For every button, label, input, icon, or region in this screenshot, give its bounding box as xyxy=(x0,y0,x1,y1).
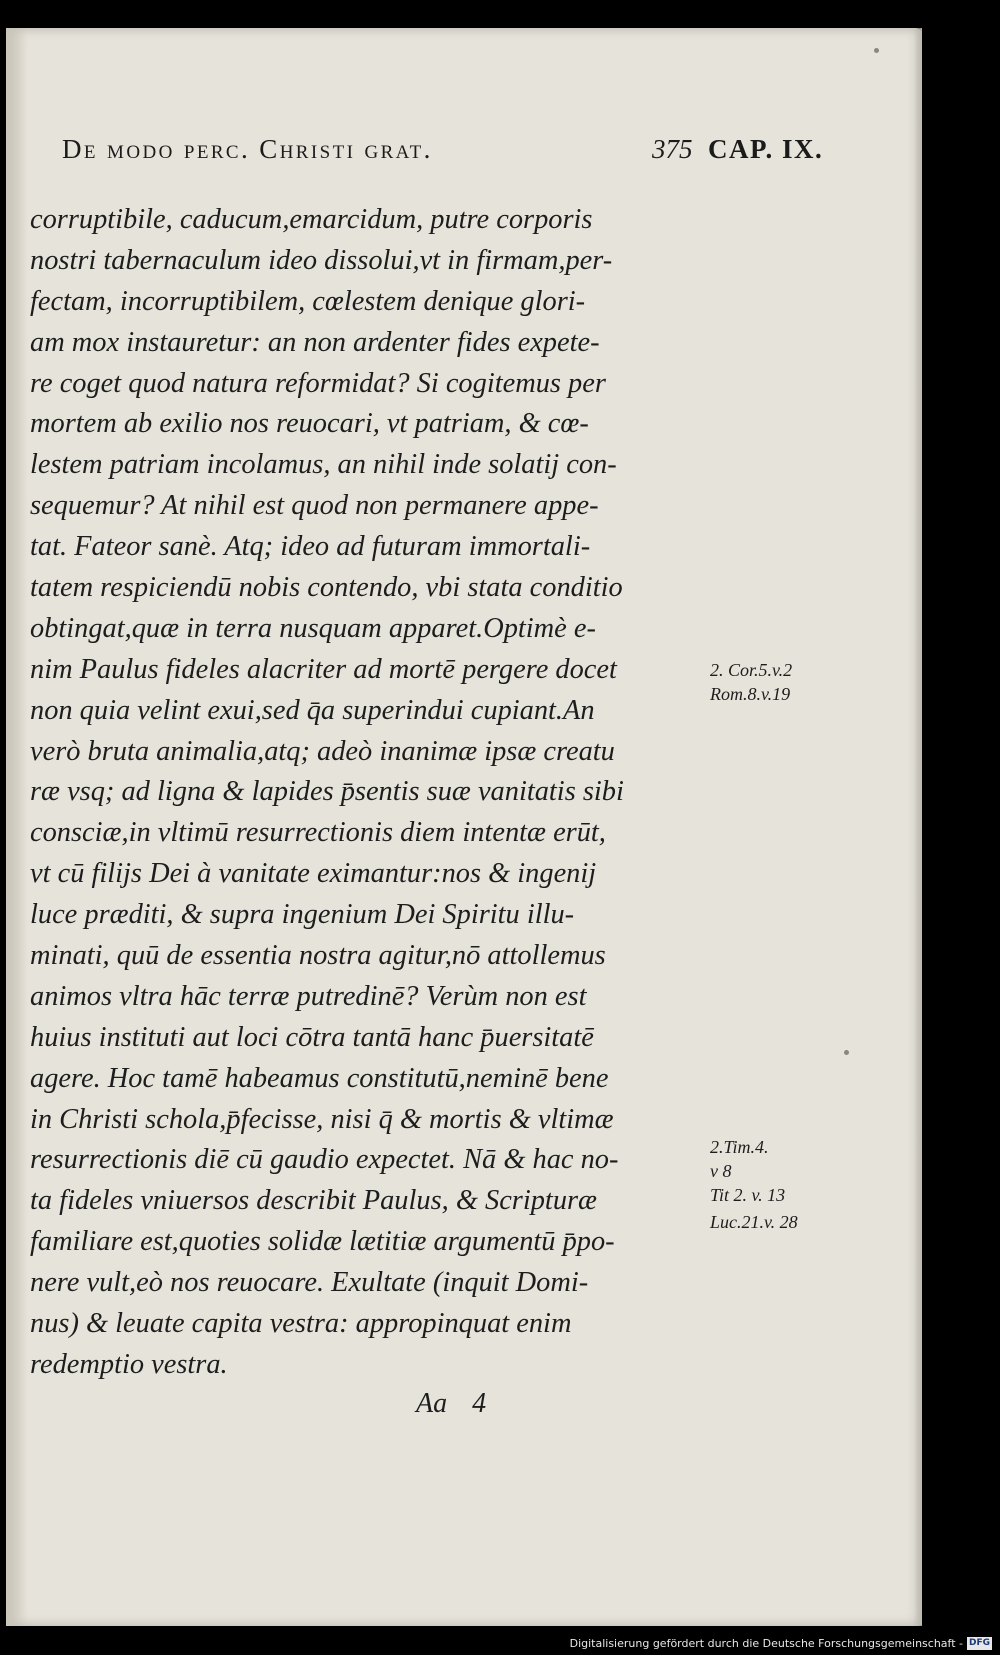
text-line: in Christi schola,p̄fecisse, nisi q̄ & mortis & vltimæ xyxy=(30,1103,614,1135)
text-line: obtingat,quæ in terra nusquam apparet.Optimè e- xyxy=(30,612,596,644)
footer-credit: Digitalisierung gefördert durch die Deutsche Forschungsgemeinschaft - xyxy=(569,1636,963,1650)
book-page xyxy=(6,28,922,1626)
text-line: ta fideles vniuersos describit Paulus, & Scripturæ xyxy=(30,1185,597,1217)
text-line: mortem ab exilio nos reuocari, vt patriam, & cœ- xyxy=(30,408,589,440)
margin-note: 2.Tim.4. xyxy=(710,1137,769,1157)
margin-note: 2. Cor.5.v.2 xyxy=(710,660,793,680)
text-line: fectam, incorruptibilem, cœlestem denique glori- xyxy=(30,285,586,317)
text-line: huius instituti aut loci cōtra tantā hanc p̄uersitatē xyxy=(30,1021,594,1053)
text-line: nere vult,eò nos reuocare. Exultate (inquit Domi- xyxy=(30,1267,589,1299)
text-line: tat. Fateor sanè. Atq; ideo ad futuram immortali- xyxy=(30,531,591,563)
text-line: nus) & leuate capita vestra: appropinquat enim xyxy=(30,1308,572,1340)
running-title: De modo perc. Christi grat. xyxy=(62,134,433,164)
chapter-heading: CAP. IX. xyxy=(708,134,824,164)
page-header xyxy=(62,126,902,176)
text-line: tatem respiciendū nobis contendo, vbi stata conditio xyxy=(30,572,623,604)
text-line: familiare est,quoties solidæ lætitiæ argumentū p̄po- xyxy=(30,1226,615,1258)
text-line: am mox instauretur: an non ardenter fides expete- xyxy=(30,326,600,358)
text-line: ræ vsq; ad ligna & lapides p̄sentis suæ vanitatis sibi xyxy=(30,776,624,808)
text-line: sequemur? At nihil est quod non permanere appe- xyxy=(30,490,599,522)
text-line: nostri tabernaculum ideo dissolui,vt in firmam,per- xyxy=(30,244,613,276)
page-gutter-shadow xyxy=(6,28,28,1626)
digitization-footer xyxy=(570,1633,992,1653)
text-line: consciæ,in vltimū resurrectionis diem intentæ erūt, xyxy=(30,817,606,849)
margin-note: Rom.8.v.19 xyxy=(710,684,791,704)
text-line: redemptio vestra. xyxy=(30,1348,228,1380)
paper-speck xyxy=(844,1050,849,1055)
text-line: luce præditi, & supra ingenium Dei Spiritu illu- xyxy=(30,899,575,931)
text-line: vt cū filijs Dei à vanitate eximantur:nos & ingenij xyxy=(30,858,597,890)
text-line: agere. Hoc tamē habeamus constitutū,neminē bene xyxy=(30,1062,609,1094)
dfg-logo-icon: DFG xyxy=(968,1637,990,1648)
margin-note: Luc.21.v. 28 xyxy=(710,1212,798,1232)
signature-mark: Aa 4 xyxy=(416,1388,487,1419)
text-line: lestem patriam incolamus, an nihil inde solatij con- xyxy=(30,449,617,481)
text-line: corruptibile, caducum,emarcidum, putre corporis xyxy=(30,204,593,235)
page-number: 375 xyxy=(652,134,693,164)
text-line: nim Paulus fideles alacriter ad mortē pergere docet xyxy=(30,653,617,685)
margin-note: Tit 2. v. 13 xyxy=(710,1185,786,1205)
text-line: minati, quū de essentia nostra agitur,nō attollemus xyxy=(30,940,606,972)
body-text xyxy=(30,200,798,1386)
text-line: verò bruta animalia,atq; adeò inanimæ ipsæ creatu xyxy=(30,735,615,767)
margin-note: v 8 xyxy=(710,1161,732,1181)
text-line: resurrectionis diē cū gaudio expectet. Nā & hac no- xyxy=(30,1144,619,1176)
paper-speck xyxy=(874,48,879,53)
text-line: non quia velint exui,sed q̄a superindui cupiant.An xyxy=(30,694,595,726)
page-edge-shadow xyxy=(914,28,922,1626)
text-line: re coget quod natura reformidat? Si cogitemus per xyxy=(30,367,606,399)
text-line: animos vltra hāc terræ putredinē? Verùm non est xyxy=(30,980,587,1012)
